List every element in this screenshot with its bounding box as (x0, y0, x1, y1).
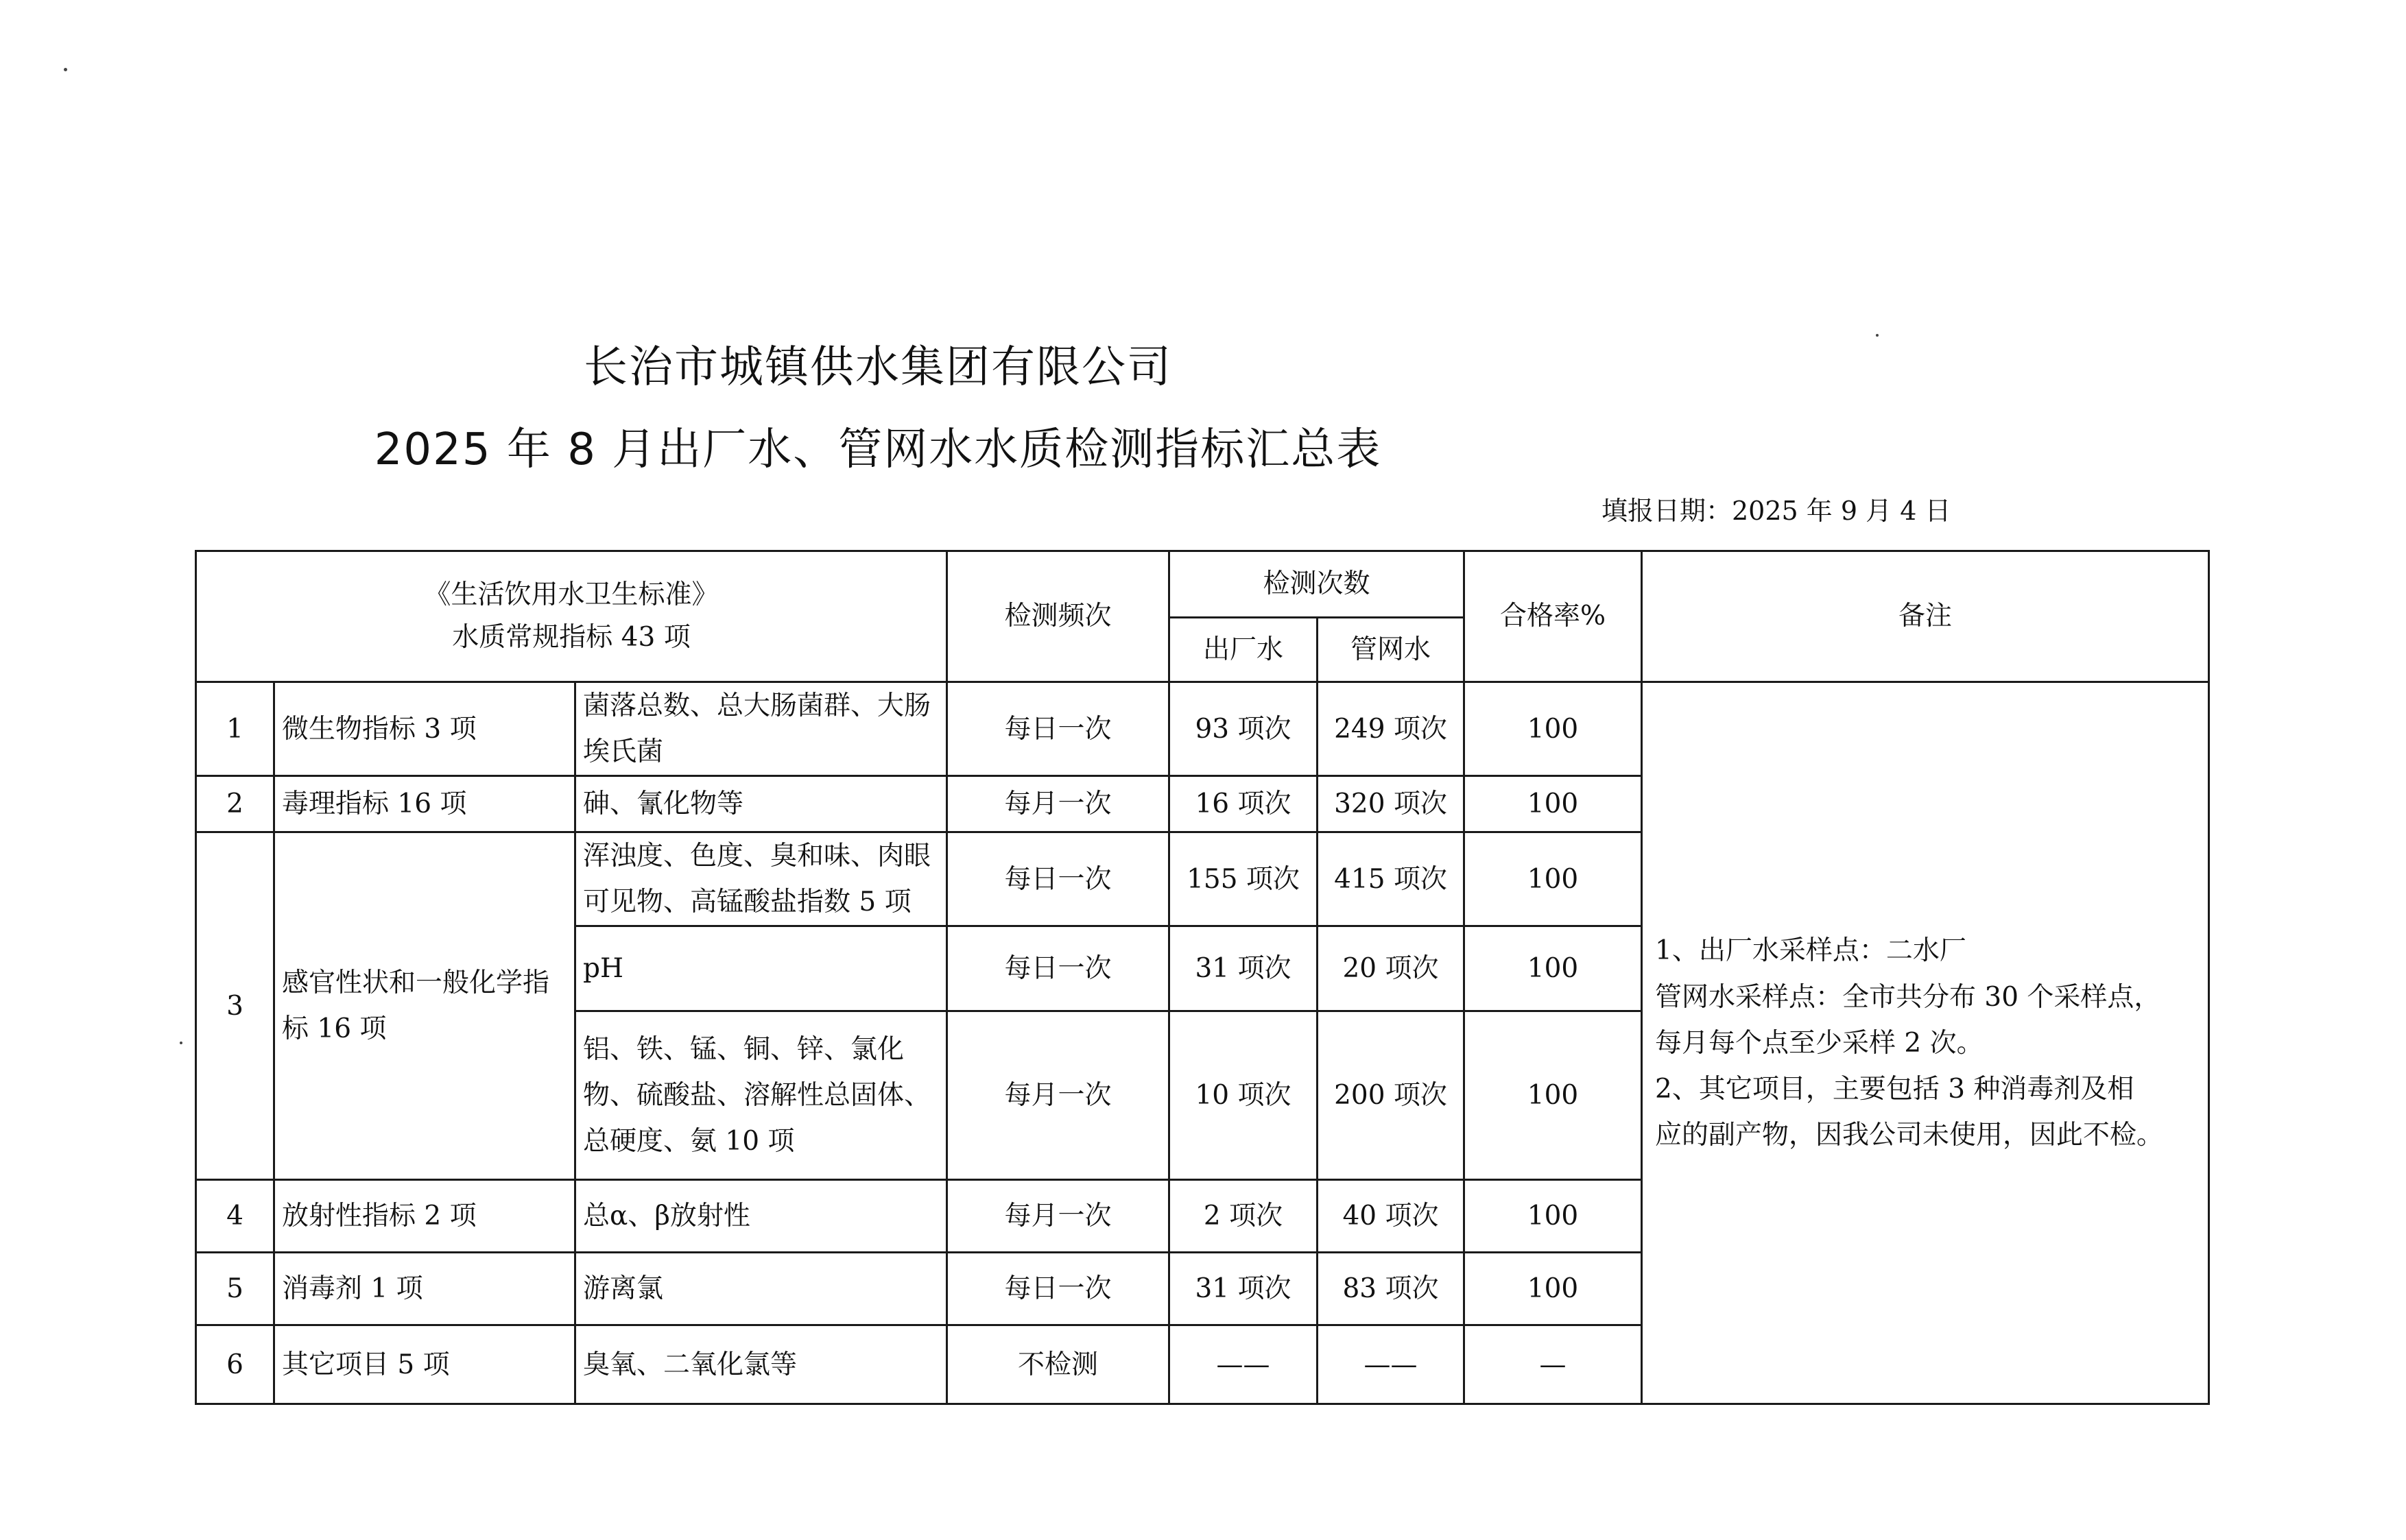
remark-line: 1、出厂水采样点：二水厂 (1655, 935, 1966, 967)
pass-rate: 100 (1464, 1011, 1642, 1180)
network-count: 40 项次 (1318, 1180, 1464, 1253)
test-frequency: 每日一次 (947, 926, 1169, 1011)
factory-count: 155 项次 (1169, 832, 1318, 926)
test-frequency: 每月一次 (947, 776, 1169, 832)
remark-line: 2、其它项目，主要包括 3 种消毒剂及相 (1655, 1073, 2134, 1105)
standard-header-line2: 水质常规指标 43 项 (452, 622, 691, 653)
scan-speck (1876, 334, 1879, 337)
report-title: 2025 年 8 月出厂水、管网水水质检测指标汇总表 (374, 424, 1382, 475)
indicator-category: 微生物指标 3 项 (274, 682, 575, 776)
water-quality-table (195, 550, 2210, 1405)
factory-count: 2 项次 (1169, 1180, 1318, 1253)
company-title: 长治市城镇供水集团有限公司 (584, 342, 1172, 393)
scan-speck (64, 68, 67, 71)
network-count: 20 项次 (1318, 926, 1464, 1011)
indicator-items: 砷、氰化物等 (575, 776, 947, 832)
standard-header (196, 551, 947, 682)
network-count: 320 项次 (1318, 776, 1464, 832)
test-frequency: 每日一次 (947, 1253, 1169, 1325)
remark-line: 每月每个点至少采样 2 次。 (1655, 1027, 1984, 1059)
row-number: 4 (196, 1180, 274, 1253)
indicator-items: 菌落总数、总大肠菌群、大肠埃氏菌 (575, 682, 947, 776)
factory-count: 16 项次 (1169, 776, 1318, 832)
network-count: —— (1318, 1325, 1464, 1404)
indicator-items: 臭氧、二氧化氯等 (575, 1325, 947, 1404)
frequency-header: 检测频次 (947, 551, 1169, 682)
remark-line: 应的副产物，因我公司未使用，因此不检。 (1655, 1119, 2164, 1151)
row-number: 2 (196, 776, 274, 832)
factory-count: 10 项次 (1169, 1011, 1318, 1180)
row-number: 5 (196, 1253, 274, 1325)
indicator-category: 毒理指标 16 项 (274, 776, 575, 832)
pass-rate: 100 (1464, 1253, 1642, 1325)
network-count: 415 项次 (1318, 832, 1464, 926)
test-frequency: 每日一次 (947, 682, 1169, 776)
network-header: 管网水 (1318, 618, 1464, 682)
table-row (196, 682, 2209, 776)
count-header: 检测次数 (1169, 551, 1464, 618)
factory-count: 31 项次 (1169, 1253, 1318, 1325)
test-frequency: 每月一次 (947, 1180, 1169, 1253)
indicator-category: 其它项目 5 项 (274, 1325, 575, 1404)
factory-count: 31 项次 (1169, 926, 1318, 1011)
row-number: 6 (196, 1325, 274, 1404)
fill-date: 填报日期：2025 年 9 月 4 日 (1601, 496, 1951, 526)
test-frequency: 不检测 (947, 1325, 1169, 1404)
indicator-items: 浑浊度、色度、臭和味、肉眼可见物、高锰酸盐指数 5 项 (575, 832, 947, 926)
network-count: 83 项次 (1318, 1253, 1464, 1325)
factory-header: 出厂水 (1169, 618, 1318, 682)
pass-rate-header: 合格率% (1464, 551, 1642, 682)
indicator-category: 放射性指标 2 项 (274, 1180, 575, 1253)
row-number: 3 (196, 832, 274, 1180)
pass-rate: — (1464, 1325, 1642, 1404)
network-count: 200 项次 (1318, 1011, 1464, 1180)
network-count: 249 项次 (1318, 682, 1464, 776)
pass-rate: 100 (1464, 926, 1642, 1011)
remark-line: 管网水采样点：全市共分布 30 个采样点， (1655, 981, 2161, 1013)
scan-speck (180, 1042, 182, 1044)
remarks-header: 备注 (1642, 551, 2209, 682)
indicator-items: 总α、β放射性 (575, 1180, 947, 1253)
pass-rate: 100 (1464, 776, 1642, 832)
standard-header-line1: 《生活饮用水卫生标准》 (424, 579, 719, 610)
pass-rate: 100 (1464, 682, 1642, 776)
pass-rate: 100 (1464, 1180, 1642, 1253)
row-number: 1 (196, 682, 274, 776)
indicator-category: 消毒剂 1 项 (274, 1253, 575, 1325)
indicator-items: pH (575, 926, 947, 1011)
indicator-items: 游离氯 (575, 1253, 947, 1325)
test-frequency: 每月一次 (947, 1011, 1169, 1180)
test-frequency: 每日一次 (947, 832, 1169, 926)
factory-count: 93 项次 (1169, 682, 1318, 776)
pass-rate: 100 (1464, 832, 1642, 926)
remarks-cell (1642, 682, 2209, 1404)
indicator-items: 铝、铁、锰、铜、锌、氯化物、硫酸盐、溶解性总固体、总硬度、氨 10 项 (575, 1011, 947, 1180)
factory-count: —— (1169, 1325, 1318, 1404)
indicator-category: 感官性状和一般化学指标 16 项 (274, 832, 575, 1180)
